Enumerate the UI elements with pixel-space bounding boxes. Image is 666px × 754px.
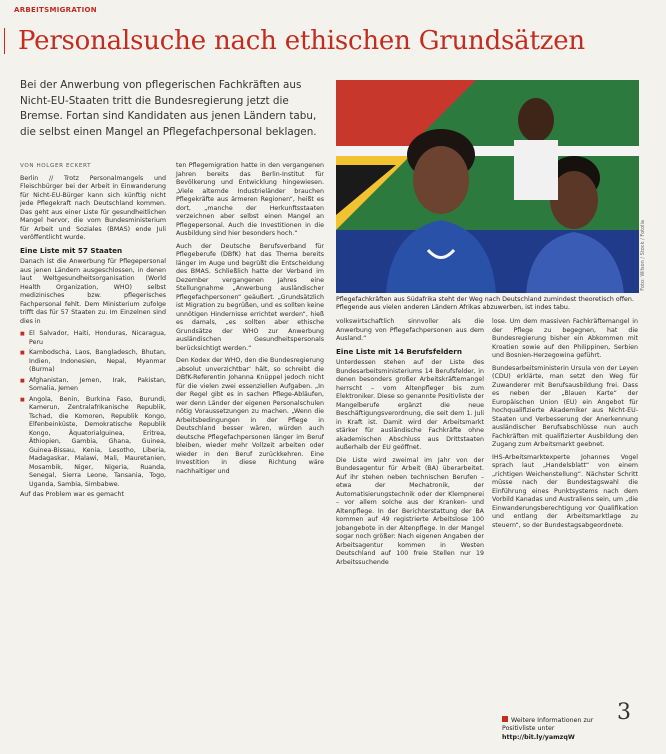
body-paragraph: Auch der Deutsche Berufsverband für Pflegeberufe (DBfK) hat das Thema bereits länger im Auge und begrüßt die Entscheidung des BMAS. Schließlich hatte der Verband im Dezember vergangenen Jahres eine Stellungnahme „Anwerbung ausländischer Pflegefachpersonen“ geäußert. „Grundsätzlich ist Migration zu begrüßen, und es sollten keine unnötigen Hindernisse errichtet werden“, hieß es damals, „es sollten aber ethische Grundsätze der WHO zur Anwerbung ausländischen Gesundheitspersonals berücksichtigt werden.“	[176, 242, 324, 352]
column-1	[20, 162, 166, 504]
title-decoration	[4, 28, 12, 54]
byline: VON HOLGER ECKERT	[20, 163, 92, 169]
section-rubric: ARBEITSMIGRATION	[14, 6, 97, 14]
article-photo	[336, 80, 639, 293]
body-paragraph-tail: Auf das Problem war es gemacht	[20, 491, 124, 498]
photo-credit: Foto: Wilson / Stock / Fotolia	[640, 220, 646, 291]
intro-paragraph: Berlin // Trotz Personalmangels und Fleischbürger bei der Arbeit in Einwanderung für Nicht-EU-Bürger kann sich künftig nicht jede Pflegekraft nach Deutschland kommen. Das geht aus einer Liste für gesundheitlichen Mangel hervor, die vom Bundesministerium für Arbeit und Soziales (BMAS) ende Juli veröffentlicht wurde.	[20, 174, 166, 241]
body-paragraph: Danach ist die Anwerbung für Pflegepersonal aus jenen Ländern ausgeschlossen, in denen laut Weltgesundheitsorganisation (World Health Organization, WHO) selbst medizinisches bzw. pflegerisches Fachpersonal fehlt. Dem Ministerium zufolge trifft das für 57 Staaten zu. Im Einzelnen sind dies in	[20, 258, 166, 325]
subheading-14-fields: Eine Liste mit 14 Berufsfeldern	[336, 346, 462, 356]
column-2	[176, 162, 324, 480]
body-paragraph: Die Liste wird zweimal im Jahr von der Bundesagentur für Arbeit (BA) überarbeitet. Auf ihr stehen neben technischen Berufen – etwa der Mechatronik, der Automatisierungstechnik oder der Klempnerei – vor allem solche aus der Kranken- und Altenpflege. In der Berichterstattung der BA kommen auf 49 registrierte Arbeitslose 100 Jobangebote in der Altenpflege. In der Mangel sogar noch größer: Nach eigenen Angaben der Arbeitsagentur kommen in Westen Deutschland auf 100 freie Stellen nur 19 Arbeitssuchende	[336, 456, 484, 566]
article-lead: Bei der Anwerbung von pflegerischen Fachkräften aus Nicht-EU-Staaten tritt die Bundesregierung jetzt die Bremse. Fortan sind Kandidaten aus jenen Ländern tabu, die selbst einen Mangel an Pflegefachpersonal beklagen.	[20, 79, 317, 138]
body-paragraph: Den Kodex der WHO, den die Bundesregierung ‚absolut unverzichtbar‘ hält, so schreibt die DBfK-Referentin Johanna Knüppel jedoch nicht für die vielen zwei essenziellen Aufgaben. „In der Regel gibt es in sachen Pflege-Abläufen, wer denn Länder der eigenen Personalschulen nötig Voraussetzungen zu machen. „Wenn die Arbeitsbedingungen in der Pflege in Deutschland besser wären, würden auch deutsche Pflegefachpersonen länger im Beruf bleiben, wieder mehr Vollzeit arbeiten oder wieder in den Beruf zurückkehren. Eine Investition in diese Richtung wäre nachhaltiger und	[176, 357, 324, 475]
subheading-57-states: Eine Liste mit 57 Staaten	[20, 245, 123, 255]
article-title: Personalsuche nach ethischen Grundsätzen	[18, 26, 585, 56]
list-item: ■ El Salvador, Haiti, Honduras, Nicaragua, Peru	[20, 330, 166, 347]
body-paragraph: volkswirtschaftlich sinnvoller als die Anwerbung von Pflegefachpersonen aus dem Ausland.“	[336, 318, 484, 342]
body-paragraph: Bundesarbeitsministerin Ursula von der Leyen (CDU) erklärte, man setzt den Weg für Zuwanderer mit Berufsausbildung frei. Dass es neben der „Blauen Karte“ der Europäischen Union (EU) ein Angebot für hochqualifizierte Akademiker aus Nicht-EU-Staaten und Verbesserung der Anerkennung ausländischer Berufsabschlüsse nun auch Fachkräften mit qualifizierter Ausbildung den Zugang zum Arbeitsmarkt geebnet.	[492, 364, 638, 448]
info-link-label: Weitere Informationen zur Positivliste unter	[502, 717, 594, 733]
page-number: 3	[617, 700, 631, 725]
body-paragraph: ten Pflegemigration hatte in den vergangenen Jahren bereits das Berlin-Institut für Bevölkerung und Entwicklung hingewiesen. „Viele alternde Industrieländer brauchen Pflegekräfte aus ärmeren Regionen“, heißt es dort, „manche der Herkunftsstaaten verzeichnen aber selbst einen Mangel an Pflegepersonal. Auch die Investitionen in die Ausbildung sind hier besonders hoch.“	[176, 162, 324, 237]
country-list	[20, 330, 166, 489]
list-item: ■ Angola, Benin, Burkina Faso, Burundi, Kamerun, Zentralafrikanische Republik, Tschad, die Komoren, Republik Kongo, Elfenbeinküste, Demokratische Republik Kongo, Äquatorialguinea, Eritrea, Äthiopien, Gambia, Ghana, Guinea, Guinea-Bissau, Kenia, Lesotho, Liberia, Madagaskar, Malawi, Mali, Mauretanien, Mosambik, Niger, Nigeria, Ruanda, Senegal, Sierra Leone, Tansania, Togo, Uganda, Sambia, Simbabwe.	[20, 396, 166, 490]
column-3	[336, 318, 484, 571]
info-link-url[interactable]: http://bit.ly/yamzqW	[502, 733, 575, 741]
list-item: ■ Kambodscha, Laos, Bangladesch, Bhutan, Indien, Indonesien, Nepal, Myanmar (Burma)	[20, 349, 166, 375]
column-4	[492, 318, 638, 534]
body-paragraph: Unterdessen stehen auf der Liste des Bundesarbeitsministeriums 14 Berufsfelder, in denen besonders großer Arbeitskräftemangel herrscht – vom Altenpfleger bis zum Elektroniker. Diese so genannte Positivliste der Mangelberufe ergänzt die neue Beschäftigungsverordnung, die seit dem 1. Juli in Kraft ist. Damit wird der Arbeitsmarkt stärker für ausländische Fachkräfte ohne akademischen Abschluss aus Drittstaaten außerhalb der EU geöffnet.	[336, 359, 484, 451]
photo-caption: Pflegefachkräften aus Südafrika steht der Weg nach Deutschland zumindest theoretisch offen. Pflegende aus vielen anderen Ländern Afrikas abzuwerben, ist indes tabu.	[336, 296, 634, 312]
nurses-photo-illustration	[336, 80, 639, 293]
square-bullet-icon	[502, 716, 508, 722]
body-paragraph: IHS-Arbeitsmarktexperte Johannes Vogel sprach laut „Handelsblatt“ von einem „richtigen Weichenstellung“. Nächster Schritt müsse nach der Bundestagswahl die Einführung eines Punktsystems nach dem Vorbild Kanadas und Australiens sein, um „die Einwanderungsberechtigung vor Qualifikation und entlang der Arbeitsmarktlage zu steuern“, so der Bundestagsabgeordnete.	[492, 453, 638, 529]
info-link-box	[502, 716, 612, 742]
body-paragraph: lose. Um dem massiven Fachkräftemangel in der Pflege zu begegnen, hat die Bundesregierung bisher ein Abkommen mit Kroatien sowie auf den Philippinen, Serbien und Bosnien-Herzegowina geführt.	[492, 318, 638, 359]
list-item: ■ Afghanistan, Jemen, Irak, Pakistan, Somalia, Jemen	[20, 377, 166, 394]
